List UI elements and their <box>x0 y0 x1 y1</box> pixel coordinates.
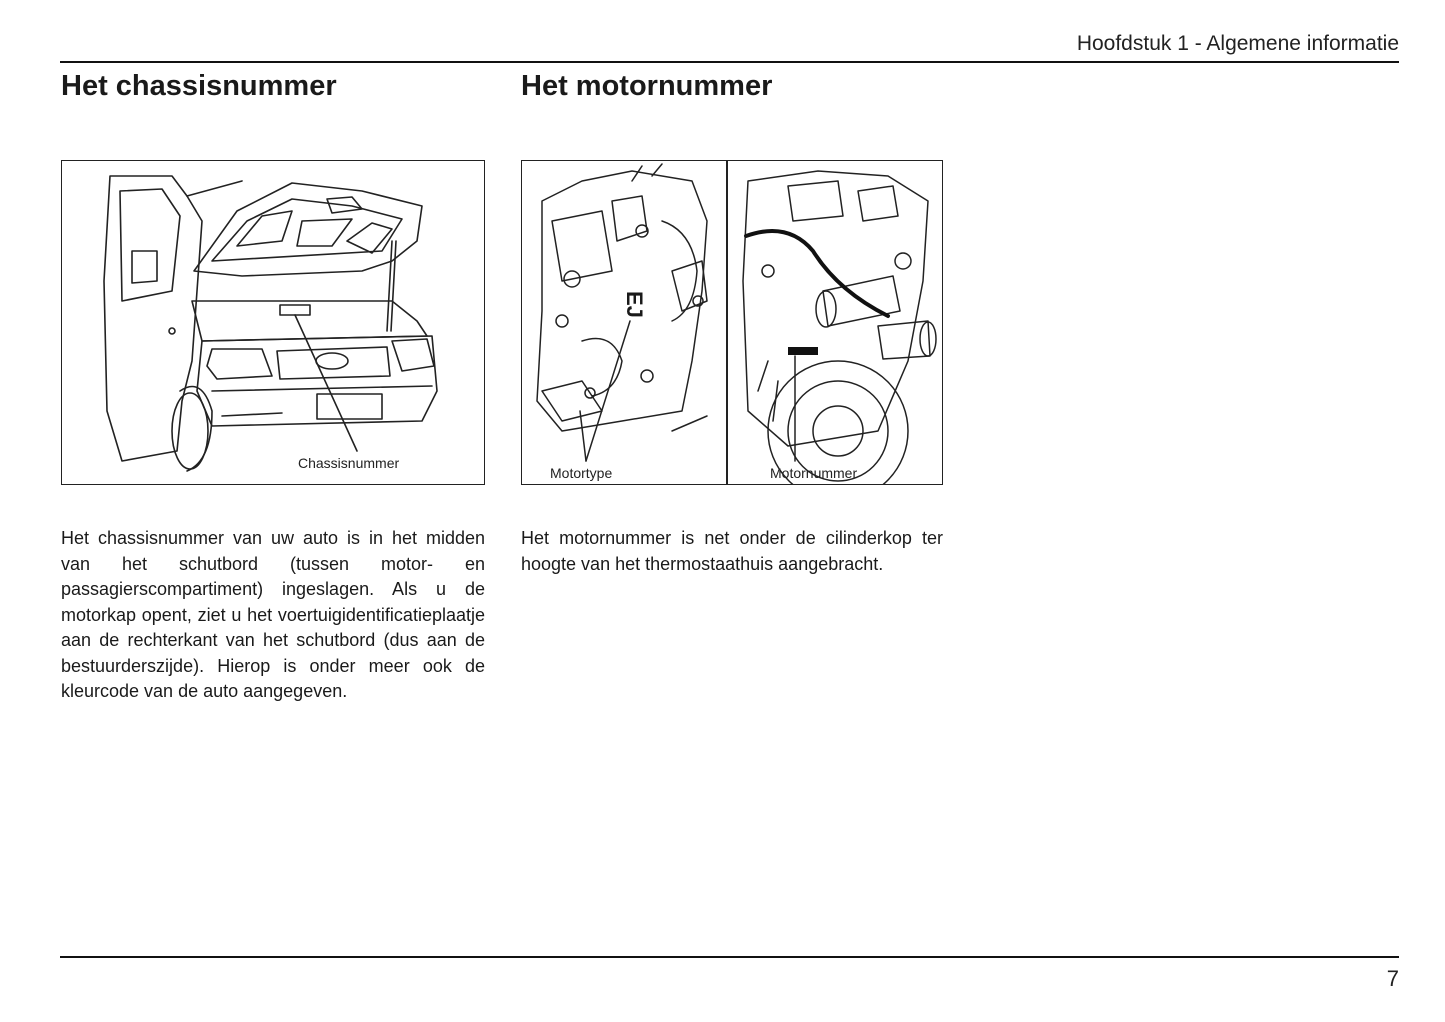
engine-number-illustration <box>728 161 942 484</box>
chassis-number-label: Chassisnummer <box>298 455 400 471</box>
engine-type-illustration <box>522 161 726 484</box>
footer-rule <box>60 956 1399 958</box>
header-rule <box>60 61 1399 63</box>
motornumber-label: Motornummer <box>770 465 858 481</box>
car-illustration <box>62 161 484 484</box>
engine-description: Het motornummer is net onder de cilinderkop ter hoogte van het thermostaathuis aangebracht. <box>521 528 943 574</box>
chapter-header: Hoofdstuk 1 - Algemene informatie <box>1076 32 1399 55</box>
engine-figure <box>521 160 943 485</box>
motortype-label: Motortype <box>550 465 613 481</box>
chassis-figure <box>61 160 485 485</box>
chassis-description: Het chassisnummer van uw auto is in het midden van het schutbord (tussen motor- en passagierscompartiment) ingeslagen. Als u de motorkap opent, ziet u het voertuigidentificatieplaatje aan de rechterkant van het schutbord (dus aan de bestuurderszijde). Hierop is onder meer ook de kleurcode van de auto aangegeven. <box>61 528 485 701</box>
page-number: 7 <box>1386 966 1399 991</box>
engine-code-mark: EJ <box>622 291 647 318</box>
engine-section-title: Het motornummer <box>521 70 773 102</box>
chassis-section-title: Het chassisnummer <box>61 70 337 102</box>
